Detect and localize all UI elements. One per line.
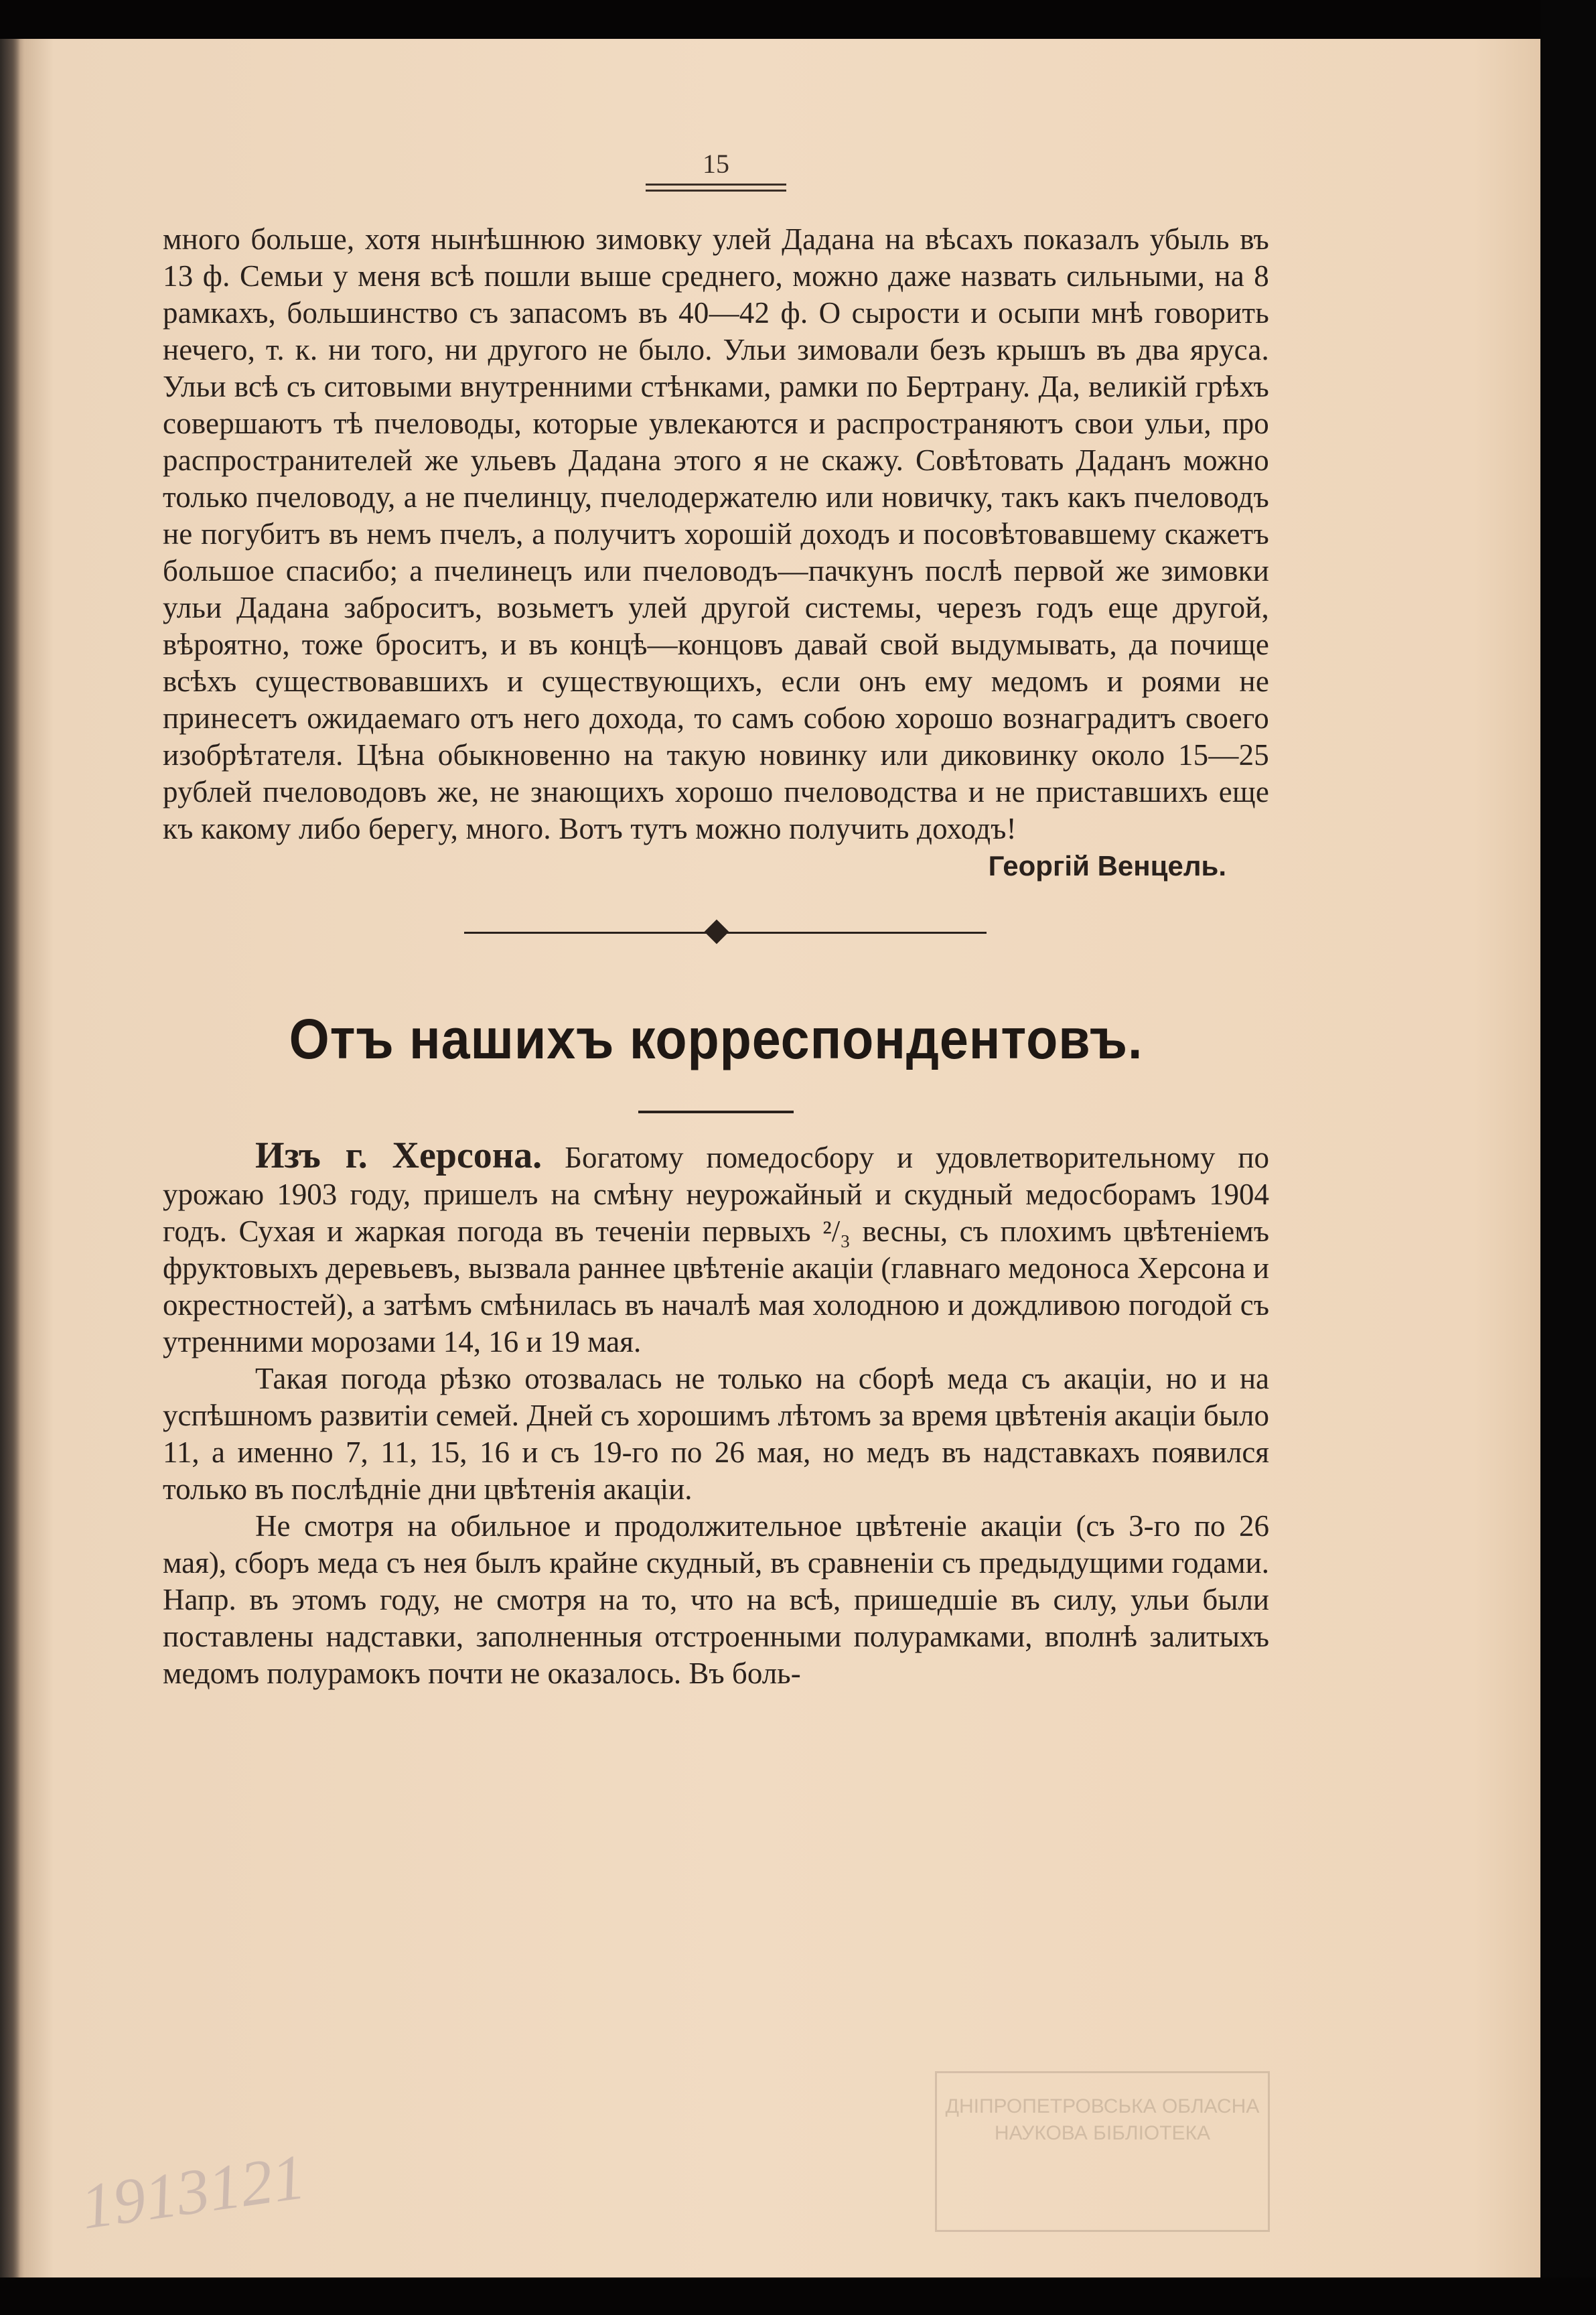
scan-top-border xyxy=(0,0,1596,39)
scan-bottom-border xyxy=(0,2277,1596,2315)
correspondence-paragraph: Такая погода рѣзко отозвалась не только на сборѣ меда съ акаціи, но и на успѣшномъ развитіи семей. Дней съ хорошимъ лѣтомъ за время цвѣтенія акаціи было 11, а именно 7, 11, 15, 16 и съ 19-го по 26 мая, но медъ въ надставкахъ появился только въ послѣдніе дни цвѣтенія акаціи. xyxy=(163,1362,1269,1506)
header-double-rule xyxy=(646,184,786,192)
city-lead: Изъ г. Херсона. xyxy=(255,1135,542,1176)
article-ending xyxy=(163,221,1269,884)
correspondence-body xyxy=(163,1137,1269,1692)
handwritten-inventory-number: 1913121 xyxy=(76,2140,309,2243)
page-number: 15 xyxy=(703,149,729,179)
divider-diamond-icon xyxy=(705,920,729,944)
article-paragraph: много больше, хотя нынѣшнюю зимовку улей Дадана на вѣсахъ показалъ убыль въ 13 ф. Семьи у меня всѣ пошли выше среднего, можно даже назвать сильными, на 8 рамкахъ, большинство съ запасомъ въ 40—42 ф. О сырости и осыпи мнѣ говорить нечего, т. к. ни того, ни другого не было. Ульи зимовали безъ крышъ въ два яруса. Ульи всѣ съ ситовыми внутренними стѣнками, рамки по Бертрану. Да, великій грѣхъ совершаютъ тѣ пчеловоды, которые увлекаются и распространяютъ свои ульи, про распространителей же ульевъ Дадана этого я не скажу. Совѣтовать Даданъ можно только пчеловоду, а не пчелинцу, пчелодержателю или новичку, такъ какъ пчеловодъ не погубитъ въ немъ пчелъ, а получитъ хорошій доходъ и посовѣтовавшему скажетъ большое спасибо; а пчелинецъ или пчеловодъ—пачкунъ послѣ первой же зимовки ульи Дадана заброситъ, возьметъ улей другой системы, черезъ годъ еще другой, вѣроятно, тоже броситъ, и въ концѣ—концовъ давай свой выдумывать, да почище всѣхъ существовавшихъ и существующихъ, если онъ ему медомъ и роями не принесетъ ожидаемаго отъ него дохода, то самъ собою хорошо вознаградитъ своего изобрѣтателя. Цѣна обыкновенно на такую новинку или диковинку около 15—25 рублей пчеловодовъ же, не знающихъ хорошо пчеловодства и не приставшихъ еще къ какому либо берегу, много. Вотъ тутъ можно получить доходъ! xyxy=(163,222,1269,845)
paragraph-text: Богатому помедосбору и удовлетворительному по урожаю 1903 году, пришелъ на смѣну неурожайный и скудный медосборамъ 1904 годъ. Сухая и жаркая погода въ теченіи первыхъ ²/₃ весны, съ плохимъ цвѣтеніемъ фруктовыхъ деревьевъ, вызвала раннее цвѣтеніе акаціи (главнаго медоноса Херсона и окрестностей), а затѣмъ смѣнилась въ началѣ мая холодною и дождливою погодой съ утренними морозами 14, 16 и 19 мая. xyxy=(163,1141,1269,1358)
library-stamp: ДНІПРОПЕТРОВСЬКА ОБЛАСНА НАУКОВА БІБЛІОТЕКА xyxy=(935,2071,1270,2232)
section-heading: Отъ нашихъ корреспондентовъ. xyxy=(289,1007,1143,1070)
correspondence-paragraph: Не смотря на обильное и продолжительное цвѣтеніе акаціи (съ 3-го по 26 мая), сборъ меда съ нея былъ крайне скудный, въ сравненіи съ предыдущими годами. Напр. въ этомъ году, не смотря на то, что на всѣ, пришедшіе въ силу, ульи были поставлены надставки, заполненныя отстроенными полурамками, вполнѣ залитыхъ медомъ полурамокъ почти не оказалось. Въ боль- xyxy=(163,1509,1269,1690)
heading-underline xyxy=(638,1111,794,1113)
author-signature: Георгій Венцель. xyxy=(988,850,1226,882)
section-divider-ornament xyxy=(163,919,1269,946)
page-content xyxy=(163,147,1269,1692)
page-binding-shadow xyxy=(0,39,20,2277)
scan-right-border xyxy=(1540,0,1596,2315)
correspondence-paragraph xyxy=(163,1137,1269,1360)
